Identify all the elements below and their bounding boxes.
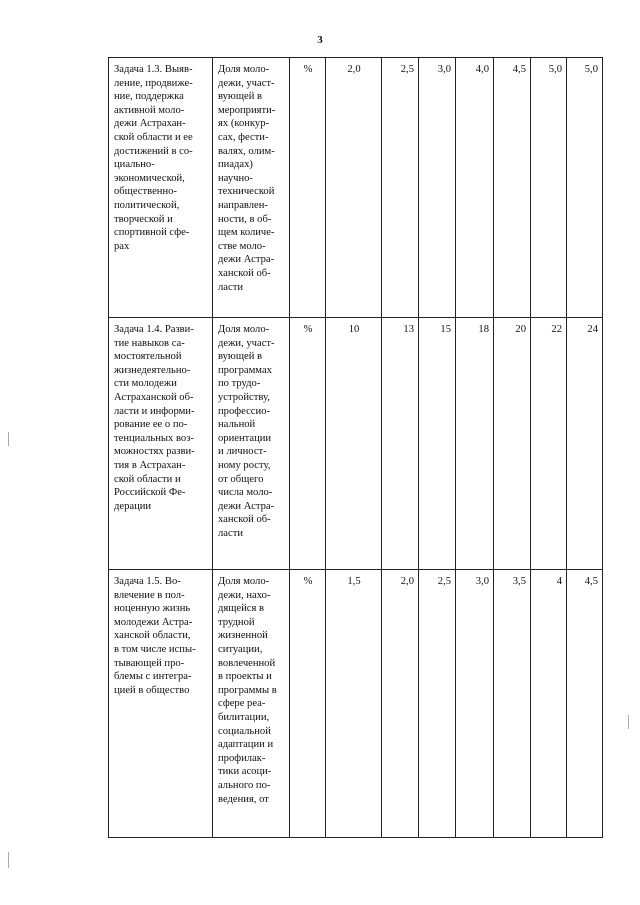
table-row xyxy=(109,318,603,570)
value-cell: 3,0 xyxy=(456,570,494,838)
page-number: 3 xyxy=(317,34,323,46)
value-cell: 22 xyxy=(531,318,567,570)
value-cell: 4 xyxy=(531,570,567,838)
value-cell: 5,0 xyxy=(567,58,603,318)
value-cell: 2,0 xyxy=(382,570,419,838)
table-row xyxy=(109,58,603,318)
scan-speck xyxy=(8,852,9,868)
value-cell: 1,5 xyxy=(326,570,382,838)
indicator-cell: Доля моло- дежи, участ- вующей в мероприяти- ях (конкур- сах, фести- валях, олим- пиадах) научно- технической направлен- ности, в об- щем количе- стве моло- дежи Астра- ханской об- ласти xyxy=(213,58,290,318)
value-cell: 3,0 xyxy=(419,58,456,318)
value-cell: 2,5 xyxy=(419,570,456,838)
unit-cell: % xyxy=(290,58,326,318)
indicators-table xyxy=(108,57,603,838)
unit-cell: % xyxy=(290,570,326,838)
indicator-cell: Доля моло- дежи, нахо- дящейся в трудной жизненной ситуации, вовлеченной в проекты и программы в сфере реа- билитации, социальной адаптации и профилак- тики асоци- ального по- ведения, от xyxy=(213,570,290,838)
value-cell: 20 xyxy=(494,318,531,570)
value-cell: 13 xyxy=(382,318,419,570)
value-cell: 3,5 xyxy=(494,570,531,838)
value-cell: 18 xyxy=(456,318,494,570)
value-cell: 4,5 xyxy=(494,58,531,318)
value-cell: 2,0 xyxy=(326,58,382,318)
value-cell: 15 xyxy=(419,318,456,570)
table-row xyxy=(109,570,603,838)
value-cell: 10 xyxy=(326,318,382,570)
value-cell: 4,5 xyxy=(567,570,603,838)
task-cell: Задача 1.5. Во- влечение в пол- ноценную жизнь молодежи Астра- ханской области, в том числе испы- тывающей про- блемы с интегра- цией в общество xyxy=(109,570,213,838)
scan-speck xyxy=(8,432,9,446)
value-cell: 5,0 xyxy=(531,58,567,318)
indicator-cell: Доля моло- дежи, участ- вующей в программах по трудо- устройству, профессио- нальной ориентации и личност- ному росту, от общего числа моло- дежи Астра- ханской об- ласти xyxy=(213,318,290,570)
task-cell: Задача 1.4. Разви- тие навыков са- мостоятельной жизнедеятельно- сти молодежи Астраханской об- ласти и информи- рование ее о по- тенциальных воз- можностях разви- тия в Астрахан- ской области и Российской Фе- дерации xyxy=(109,318,213,570)
unit-cell: % xyxy=(290,318,326,570)
value-cell: 4,0 xyxy=(456,58,494,318)
task-cell: Задача 1.3. Выяв- ление, продвиже- ние, поддержка активной моло- дежи Астрахан- ской области и ее достижений в со- циально- экономической, общественно- политической, творческой и спортивной сфе- рах xyxy=(109,58,213,318)
value-cell: 2,5 xyxy=(382,58,419,318)
value-cell: 24 xyxy=(567,318,603,570)
scan-speck xyxy=(628,715,629,729)
